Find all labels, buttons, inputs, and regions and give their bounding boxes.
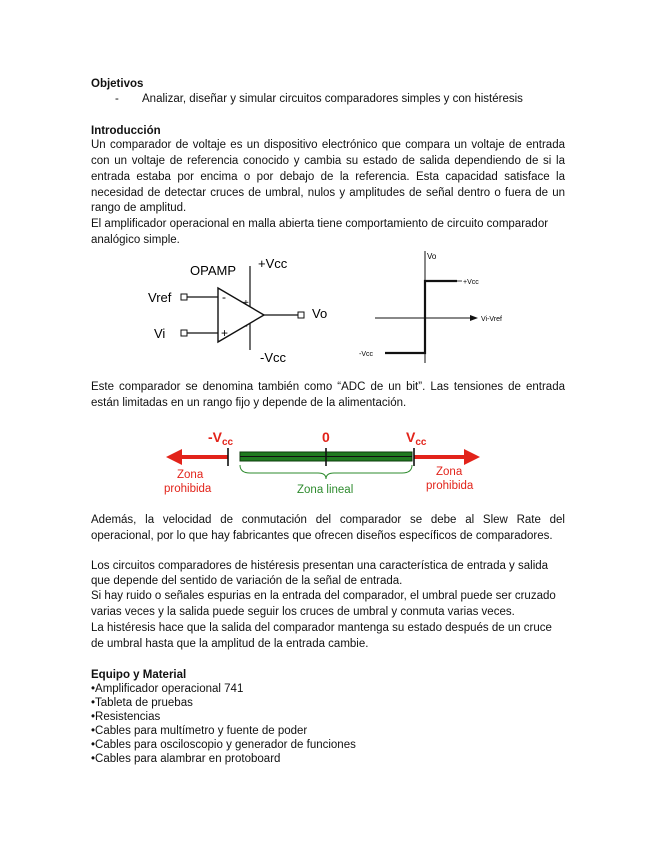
right-zone-label: Zona [436,466,463,478]
objectives-item: Analizar, diseñar y simular circuitos comparadores simples y con histéresis [142,93,523,105]
hysteresis-line: que depende del sentido de variación de la señal de entrada. [91,575,403,587]
equipment-item: •Cables para multímetro y fuente de poder [91,725,308,737]
vo-label: Vo [312,306,328,321]
right-zone-label: prohibida [426,480,474,492]
hysteresis-line: varias veces y la salida puede seguir los cruces de umbral y conmuta varias veces. [91,606,515,618]
transfer-curve [385,281,457,353]
graph-vo-label: Vo [427,252,437,261]
graph-x-label: Vi-Vref [481,316,503,323]
vref-terminal [181,294,187,300]
vcc-positive-label: +Vcc [258,256,288,271]
input-range-diagram [160,425,490,500]
slew-line: Además, la velocidad de conmutación del comparador se debe al Slew Rate del [91,514,565,526]
transfer-graph [355,245,535,370]
right-arrow-head [464,449,480,465]
equipment-item: •Cables para osciloscopio y generador de funciones [91,739,356,751]
pos-vcc-label: $V_{cc}$ [406,429,427,448]
graph-low-label: -Vcc [359,351,373,358]
supply-plus-sign: + [243,298,249,309]
intro-line: rango de amplitud. [91,202,187,214]
hysteresis-line: La histéresis hace que la salida del comparador mantenga su estado después de un cruce [91,622,552,634]
intro-line: Un comparador de voltaje es un dispositivo electrónico que compara un voltaje de entrada [91,139,565,151]
zero-label: 0 [322,429,330,445]
intro-line: El amplificador operacional en malla abierta tiene comportamiento de circuito comparador [91,218,549,230]
objectives-bullet: - [115,93,119,105]
equipment-item: •Tableta de pruebas [91,697,193,709]
hysteresis-line: Si hay ruido o señales espurias en la entrada del comparador, el umbral puede ser cruzado [91,590,556,602]
linear-zone-label: Zona lineal [297,484,354,496]
intro-line: necesidad de detectar cruces de umbral, nulos y amplitudes de señal dentro o fuera de un [91,187,565,199]
inverting-sign: - [222,290,226,304]
graph-high-label: +Vcc [463,279,479,286]
equipment-item: •Amplificador operacional 741 [91,683,244,695]
adc-line: Este comparador se denomina también como “ADC de un bit”. Las tensiones de entrada [91,381,565,393]
vref-label: Vref [148,290,172,305]
introduction-heading: Introducción [91,125,161,137]
left-arrow-head [166,449,182,465]
left-zone-label: Zona [177,469,204,481]
intro-line: analógico simple. [91,234,180,246]
linear-zone-brace [240,465,412,479]
equipment-item: •Cables para alambrar en protoboard [91,753,281,765]
vo-terminal [298,312,304,318]
vcc-negative-label: -Vcc [260,350,286,365]
slew-line: operacional, por lo que hay fabricantes que ofrecen diseños específicos de comparadores. [91,530,553,542]
vi-label: Vi [154,326,166,341]
supply-minus-sign: - [244,320,248,332]
intro-line: entrada estaba por encima o por debajo de la referencia. Esta capacidad satisface la [91,171,565,183]
hysteresis-line: de umbral hasta que la amplitud de la entrada cambie. [91,638,369,650]
neg-vcc-label: $-V_{cc}$ [208,429,234,448]
adc-line: están limitadas en un rango fijo y depende de la alimentación. [91,397,407,409]
opamp-title: OPAMP [190,263,236,278]
equipment-heading: Equipo y Material [91,669,187,681]
left-zone-label: prohibida [164,483,212,495]
equipment-item: •Resistencias [91,711,161,723]
vi-terminal [181,330,187,336]
opamp-schematic [140,250,340,375]
noninverting-sign: + [221,326,229,340]
intro-line: con un voltaje de referencia conocido y cambia su estado de salida dependiendo de si la [91,155,565,167]
hysteresis-line: Los circuitos comparadores de histéresis presentan una característica de entrada y salida [91,560,549,572]
x-axis-arrow [470,315,478,321]
objectives-heading: Objetivos [91,78,144,90]
